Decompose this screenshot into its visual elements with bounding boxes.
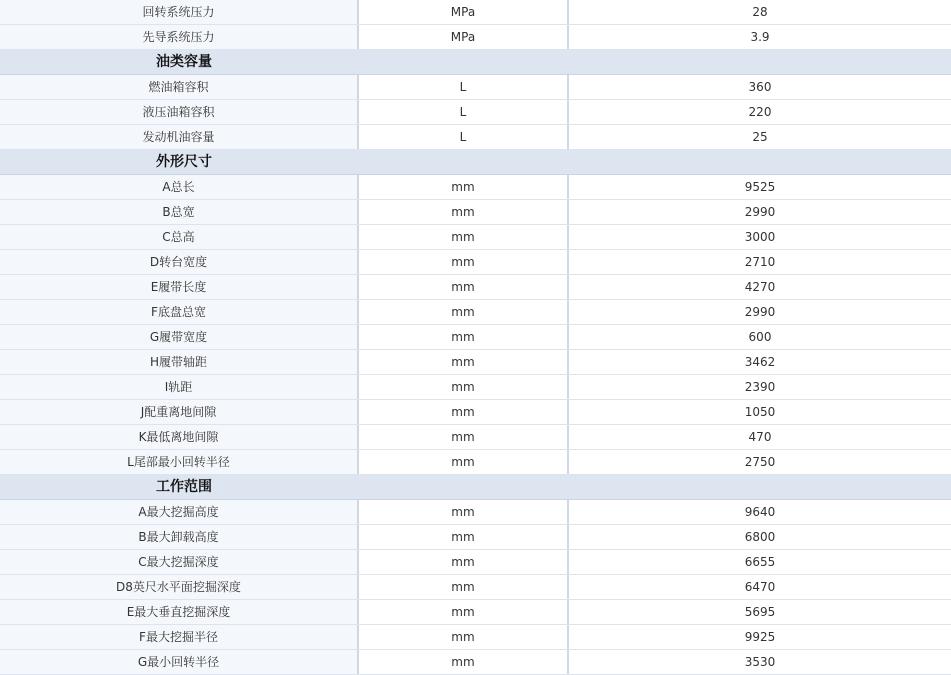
table-row [0,525,951,550]
spec-unit-cell: mm [359,450,567,474]
spec-name-cell: B最大卸载高度 [0,525,357,549]
spec-name-cell: E最大垂直挖掘深度 [0,600,357,624]
spec-name-cell: F最大挖掘半径 [0,625,357,649]
spec-unit-cell: mm [359,175,567,199]
table-row [0,375,951,400]
spec-value-cell: 6800 [569,525,951,549]
spec-name-cell: F底盘总宽 [0,300,357,324]
spec-name-cell: D转台宽度 [0,250,357,274]
spec-unit-cell: mm [359,325,567,349]
spec-value-cell: 4270 [569,275,951,299]
spec-value-cell: 3462 [569,350,951,374]
table-row [0,300,951,325]
spec-unit-cell: MPa [359,25,567,49]
spec-name-cell: 液压油箱容积 [0,100,357,124]
table-row [0,250,951,275]
spec-unit-cell: mm [359,275,567,299]
spec-value-cell: 3000 [569,225,951,249]
spec-unit-cell: mm [359,575,567,599]
spec-name-cell: 先导系统压力 [0,25,357,49]
spec-value-cell: 1050 [569,400,951,424]
table-row [0,425,951,450]
table-row [0,650,951,675]
spec-unit-cell: mm [359,525,567,549]
spec-unit-cell: mm [359,375,567,399]
spec-name-cell: C总高 [0,225,357,249]
spec-unit-cell: mm [359,350,567,374]
spec-value-cell: 6655 [569,550,951,574]
spec-name-cell: I轨距 [0,375,357,399]
spec-unit-cell: mm [359,200,567,224]
table-row [0,100,951,125]
spec-value-cell: 9925 [569,625,951,649]
spec-unit-cell: L [359,75,567,99]
spec-unit-cell: mm [359,425,567,449]
spec-name-cell: G履带宽度 [0,325,357,349]
section-header [0,150,951,175]
table-row [0,325,951,350]
spec-value-cell: 5695 [569,600,951,624]
spec-unit-cell: mm [359,500,567,524]
table-row [0,75,951,100]
spec-value-cell: 360 [569,75,951,99]
spec-value-cell: 220 [569,100,951,124]
spec-value-cell: 2390 [569,375,951,399]
spec-name-cell: G最小回转半径 [0,650,357,674]
table-row [0,625,951,650]
spec-value-cell: 2990 [569,300,951,324]
table-row [0,500,951,525]
spec-value-cell: 9640 [569,500,951,524]
spec-unit-cell: mm [359,225,567,249]
table-row [0,175,951,200]
spec-unit-cell: L [359,125,567,149]
spec-value-cell: 28 [569,0,951,24]
spec-unit-cell: mm [359,550,567,574]
spec-value-cell: 3.9 [569,25,951,49]
spec-value-cell: 2710 [569,250,951,274]
section-header [0,475,951,500]
spec-value-cell: 600 [569,325,951,349]
spec-name-cell: A最大挖掘高度 [0,500,357,524]
table-row [0,400,951,425]
spec-unit-cell: MPa [359,0,567,24]
spec-name-cell: E履带长度 [0,275,357,299]
spec-name-cell: K最低离地间隙 [0,425,357,449]
table-row [0,350,951,375]
spec-unit-cell: mm [359,300,567,324]
spec-value-cell: 2990 [569,200,951,224]
spec-name-cell: H履带轴距 [0,350,357,374]
spec-value-cell: 6470 [569,575,951,599]
spec-name-cell: 发动机油容量 [0,125,357,149]
section-title: 油类容量 [156,54,212,70]
spec-unit-cell: mm [359,400,567,424]
spec-value-cell: 2750 [569,450,951,474]
section-header [0,50,951,75]
table-row [0,600,951,625]
spec-unit-cell: L [359,100,567,124]
spec-value-cell: 25 [569,125,951,149]
spec-name-cell: J配重离地间隙 [0,400,357,424]
spec-name-cell: B总宽 [0,200,357,224]
spec-unit-cell: mm [359,250,567,274]
table-row [0,550,951,575]
spec-name-cell: 燃油箱容积 [0,75,357,99]
spec-value-cell: 3530 [569,650,951,674]
table-row [0,225,951,250]
spec-name-cell: C最大挖掘深度 [0,550,357,574]
table-row [0,450,951,475]
table-row [0,275,951,300]
spec-name-cell: L尾部最小回转半径 [0,450,357,474]
table-row [0,575,951,600]
section-title: 外形尺寸 [156,154,212,170]
spec-name-cell: 回转系统压力 [0,0,357,24]
table-row [0,25,951,50]
spec-name-cell: A总长 [0,175,357,199]
spec-value-cell: 470 [569,425,951,449]
table-row [0,200,951,225]
spec-value-cell: 9525 [569,175,951,199]
spec-unit-cell: mm [359,650,567,674]
table-row [0,125,951,150]
section-title: 工作范围 [156,479,212,495]
spec-name-cell: D8英尺水平面挖掘深度 [0,575,357,599]
table-row [0,0,951,25]
spec-unit-cell: mm [359,600,567,624]
spec-unit-cell: mm [359,625,567,649]
